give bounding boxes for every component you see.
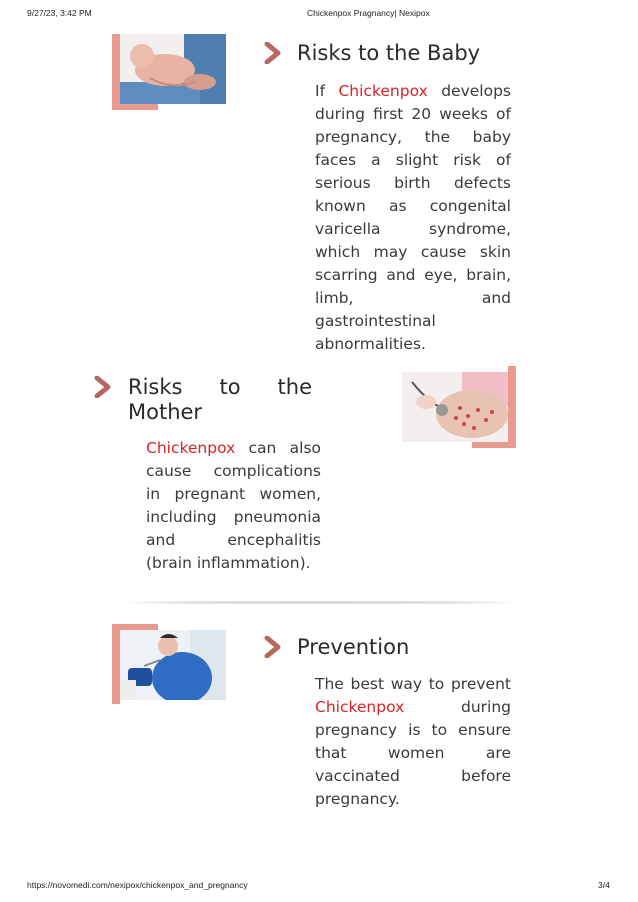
section-body: [146, 437, 321, 575]
prevention-image: [112, 624, 226, 704]
body-text-post: during pregnancy is to ensure that women are vaccinated before pregnancy.: [315, 698, 511, 808]
chickenpox-highlight: Chickenpox: [315, 698, 405, 716]
print-datetime: 9/27/23, 3:42 PM: [27, 8, 92, 18]
section-title: Risks to the Baby: [297, 41, 481, 65]
mother-image: [402, 366, 516, 448]
page-number: 3/4: [598, 880, 610, 890]
image-accent-frame: [112, 34, 120, 110]
section-body: [315, 673, 511, 811]
section-title: Prevention: [297, 635, 410, 659]
chevron-right-icon: [264, 636, 282, 658]
chickenpox-highlight: Chickenpox: [146, 439, 236, 457]
section-body: [315, 80, 511, 356]
image-accent-frame: [112, 624, 120, 704]
body-text-post: can also cause complications in pregnant women, including pneumonia and encephalitis (brain inflammation).: [146, 439, 321, 572]
image-accent-frame: [508, 366, 516, 448]
chevron-right-icon: [264, 42, 282, 64]
baby-image: [112, 34, 226, 110]
rash-exam-photo: [402, 372, 508, 442]
vaccination-photo: [120, 630, 226, 700]
section-title: Risks to the Mother: [128, 375, 312, 424]
body-text-pre: If: [315, 82, 339, 100]
chickenpox-highlight: Chickenpox: [338, 82, 428, 100]
print-url: https://novomedi.com/nexipox/chickenpox_and_pregnancy: [27, 880, 248, 890]
body-text-pre: The best way to prevent: [315, 675, 511, 693]
newborn-photo: [120, 34, 226, 104]
print-title: Chickenpox Pragnancy| Nexipox: [307, 8, 430, 18]
section-divider: [118, 601, 520, 604]
body-text-post: develops during first 20 weeks of pregnancy, the baby faces a slight risk of serious birth defects known as congenital varicella syndrome, which may cause skin scarring and eye, brain, limb, and gastrointestinal abnormalities.: [315, 82, 511, 353]
chevron-right-icon: [94, 376, 112, 398]
